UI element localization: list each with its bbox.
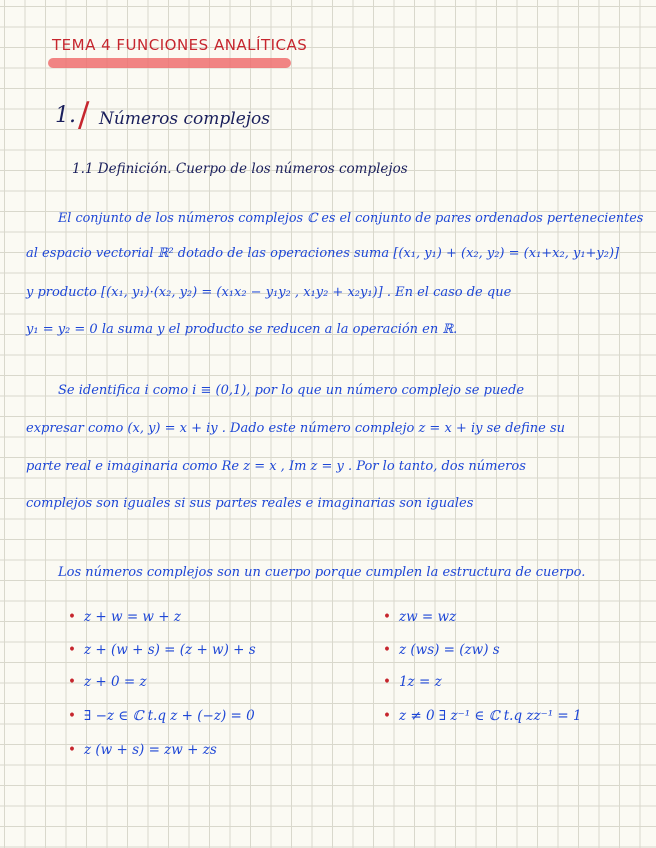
bullet: •	[383, 642, 391, 658]
field-statement: Los números complejos son un cuerpo porque cumplen la estructura de cuerpo.	[58, 565, 586, 580]
subsection-title: 1.1 Definición. Cuerpo de los números complejos	[72, 161, 408, 177]
section-number: 1.	[55, 103, 76, 128]
property-item	[68, 708, 255, 724]
bullet: •	[68, 674, 76, 690]
bullet: •	[68, 642, 76, 658]
property-item	[383, 642, 500, 658]
property-item	[68, 609, 181, 625]
property-item	[383, 708, 582, 724]
property-text: z + 0 = z	[83, 674, 147, 690]
property-item	[68, 742, 217, 758]
section-slash-mark: /	[78, 95, 90, 135]
property-text: z + w = w + z	[83, 609, 181, 625]
property-text: z (ws) = (zw) s	[398, 642, 500, 658]
definition-line: al espacio vectorial ℝ² dotado de las operaciones suma [(x₁, y₁) + (x₂, y₂) = (x₁+x₂, y₁+y₂)]	[26, 246, 620, 261]
imaginary-unit-line: Se identifica i como i ≡ (0,1), por lo que un número complejo se puede	[58, 383, 525, 398]
property-text: z ≠ 0 ∃ z⁻¹ ∈ ℂ t.q zz⁻¹ = 1	[398, 708, 582, 724]
bullet: •	[68, 609, 76, 625]
topic-title: TEMA 4 FUNCIONES ANALÍTICAS	[52, 36, 308, 54]
title-highlight	[48, 58, 291, 68]
property-item	[383, 674, 442, 690]
imaginary-unit-line: complejos son iguales si sus partes reales e imaginarias son iguales	[26, 496, 474, 511]
property-text: z + (w + s) = (z + w) + s	[83, 642, 256, 658]
section-title: Números complejos	[99, 109, 270, 129]
property-text: ∃ −z ∈ ℂ t.q z + (−z) = 0	[83, 708, 255, 724]
imaginary-unit-line: expresar como (x, y) = x + iy . Dado este número complejo z = x + iy se define su	[26, 421, 566, 436]
bullet: •	[68, 708, 76, 724]
bullet: •	[383, 674, 391, 690]
bullet: •	[383, 708, 391, 724]
property-text: 1z = z	[398, 674, 442, 690]
definition-line: El conjunto de los números complejos ℂ es el conjunto de pares ordenados pertenecientes	[58, 211, 644, 226]
bullet: •	[383, 609, 391, 625]
property-text: zw = wz	[398, 609, 457, 625]
property-item	[68, 674, 147, 690]
imaginary-unit-line: parte real e imaginaria como Re z = x , Im z = y . Por lo tanto, dos números	[26, 459, 526, 474]
property-text: z (w + s) = zw + zs	[83, 742, 217, 758]
bullet: •	[68, 742, 76, 758]
definition-line: y₁ = y₂ = 0 la suma y el producto se reducen a la operación en ℝ.	[26, 322, 458, 337]
definition-line: y producto [(x₁, y₁)·(x₂, y₂) = (x₁x₂ − y₁y₂ , x₁y₂ + x₂y₁)] . En el caso de que	[26, 285, 512, 300]
property-item	[383, 609, 456, 625]
property-item	[68, 642, 256, 658]
